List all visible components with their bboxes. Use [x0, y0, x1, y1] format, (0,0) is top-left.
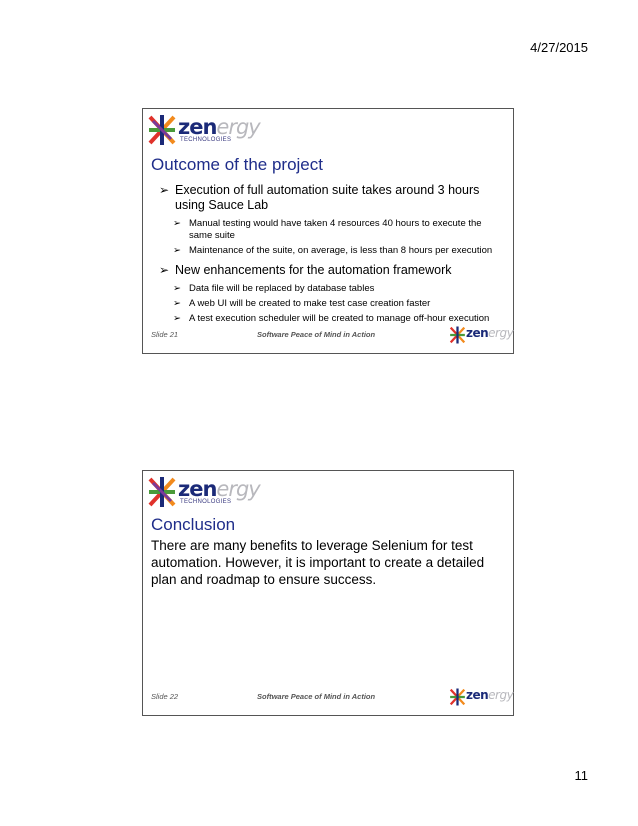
arrow-bullet-icon: ➢ [173, 283, 181, 294]
sub-bullet-text: Maintenance of the suite, on average, is less than 8 hours per execution [189, 245, 493, 256]
zenergy-logo [147, 475, 260, 509]
sub-bullet-text: Manual testing would have taken 4 resources 40 hours to execute the same suite [189, 218, 482, 241]
bullet-item [159, 183, 499, 213]
bullet-list [159, 183, 499, 331]
logo-word-zen: zen [178, 115, 217, 139]
sub-bullet-text: Data file will be replaced by database tables [189, 283, 375, 294]
bullet-group [159, 183, 499, 257]
slide-number: Slide 22 [151, 692, 179, 701]
sub-bullet-text: A web UI will be created to make test case creation faster [189, 298, 431, 309]
sub-bullet-text: A test execution scheduler will be created to manage off-hour execution [189, 313, 490, 324]
sub-bullet-item [159, 283, 499, 295]
logo-word-zen: zen [466, 326, 489, 340]
slide-body-text: There are many benefits to leverage Selenium for test automation. However, it is important to create a detailed plan and roadmap to ensure success. [151, 538, 485, 587]
zenergy-star-icon [449, 687, 466, 707]
zenergy-logo [147, 113, 260, 147]
bullet-text: New enhancements for the automation framework [175, 263, 452, 277]
slide-number: Slide 21 [151, 330, 179, 339]
zenergy-star-icon [147, 113, 177, 147]
arrow-bullet-icon: ➢ [173, 313, 181, 324]
slide-22 [142, 470, 514, 716]
bullet-text: Execution of full automation suite takes around 3 hours using Sauce Lab [175, 183, 480, 212]
slide-21 [142, 108, 514, 354]
logo-word-ergy: ergy [488, 326, 514, 340]
arrow-bullet-icon: ➢ [159, 263, 170, 277]
logo-word-ergy: ergy [216, 477, 260, 501]
slide-title: Outcome of the project [151, 155, 323, 174]
zenergy-star-icon [147, 475, 177, 509]
slide-footer [151, 687, 514, 707]
footer-logo [449, 325, 514, 345]
footer-logo [449, 687, 514, 707]
sub-bullet-item [159, 298, 499, 310]
arrow-bullet-icon: ➢ [173, 298, 181, 309]
bullet-group [159, 263, 499, 325]
slide-footer [151, 325, 514, 345]
logo-tagline: TECHNOLOGIES [180, 499, 232, 505]
bullet-item [159, 263, 499, 278]
sub-bullet-item [159, 313, 499, 325]
logo-spacer [147, 439, 247, 469]
logo-word-zen: zen [178, 477, 217, 501]
logo-word-ergy: ergy [216, 115, 260, 139]
logo-word-zen: zen [466, 688, 489, 702]
footer-tagline: Software Peace of Mind in Action [257, 692, 376, 701]
zenergy-star-icon [449, 325, 466, 345]
page-number: 11 [574, 768, 588, 783]
footer-tagline: Software Peace of Mind in Action [257, 330, 376, 339]
slide-title: Conclusion [151, 515, 236, 534]
arrow-bullet-icon: ➢ [159, 183, 170, 197]
sub-bullet-item [159, 218, 499, 242]
logo-word-ergy: ergy [488, 688, 514, 702]
page-date: 4/27/2015 [530, 40, 588, 55]
logo-tagline: TECHNOLOGIES [180, 137, 232, 143]
arrow-bullet-icon: ➢ [173, 218, 181, 229]
sub-bullet-item [159, 245, 499, 257]
arrow-bullet-icon: ➢ [173, 245, 181, 256]
